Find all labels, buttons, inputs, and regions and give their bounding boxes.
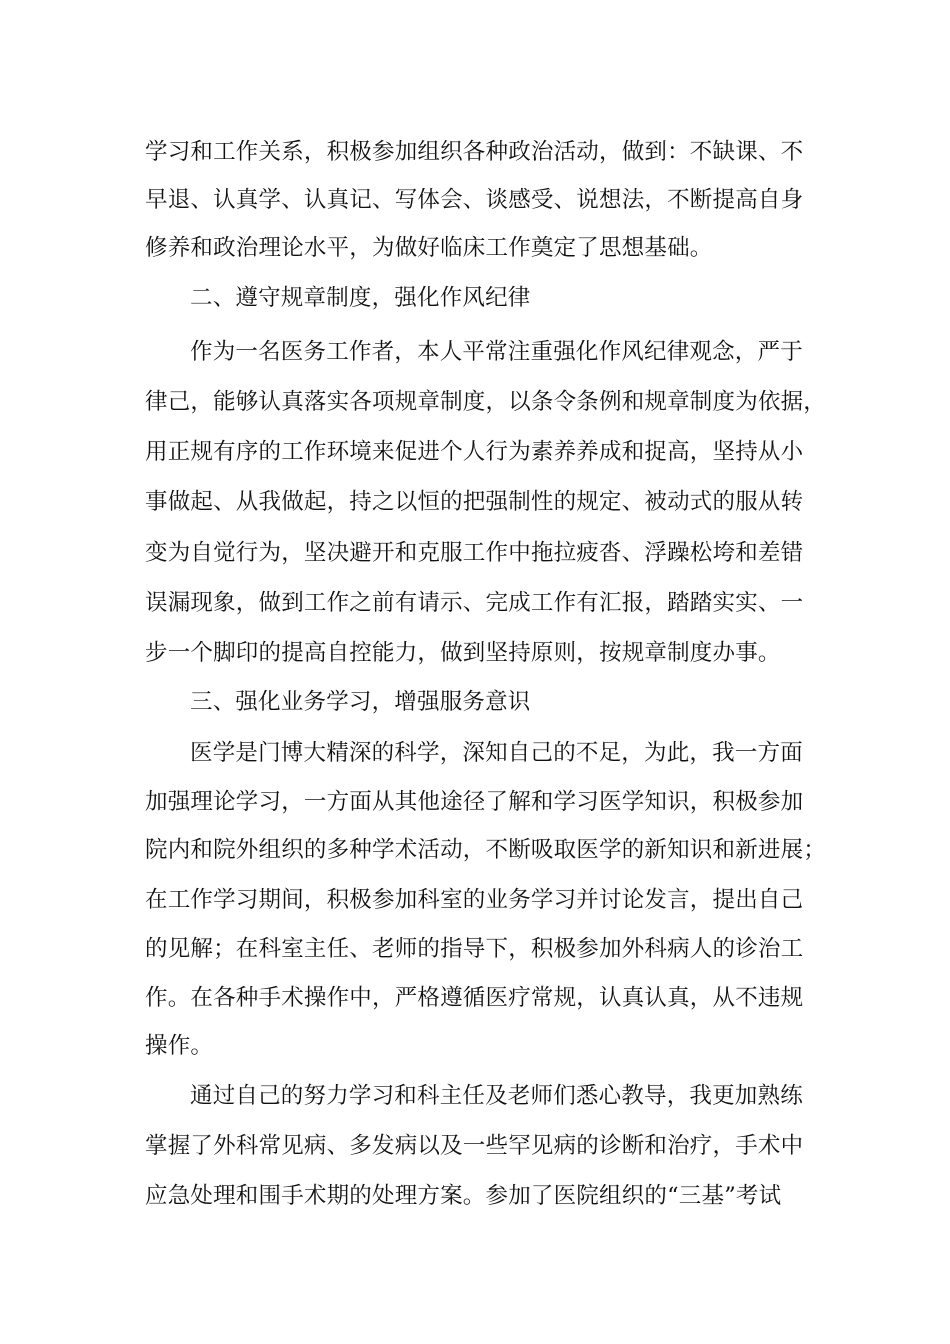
text-line: 用正规有序的工作环境来促进个人行为素养养成和捉高，坚持从小: [145, 439, 804, 465]
text-line: 在工作学习期间，积极参加科室的业务学习并讨论发言，提出自己: [145, 887, 804, 913]
section-heading: 三、强化业务学习，增强服务意识: [190, 689, 531, 715]
text-line: 操作。: [145, 1033, 214, 1059]
text-line: 学习和工作关系，积极参加组织各种政治活动，做到：不缺课、不: [145, 139, 804, 165]
text-line: 修养和政治理论水平，为做好临床工作奠定了思想基础。: [145, 235, 713, 261]
text-line: 早退、认真学、认真记、写体会、谈感受、说想法，不断提高自身: [145, 187, 804, 213]
text-line: 事做起、从我做起，持之以恒的把强制性的规定、被动式的服从转: [145, 489, 804, 515]
text-line: 律己，能够认真落实各项规章制度，以条令条例和规章制度为依据，: [145, 389, 827, 415]
text-line: 误漏现象，做到工作之前有请示、完成工作有汇报，踏踏实实、一: [145, 590, 804, 616]
text-line: 的见解；在科室主任、老师的指导下，积极参加外科病人的诊治工: [145, 936, 804, 962]
text-line: 加强理论学习，一方面从其他途径了解和学习医学知识，积极参加: [145, 789, 804, 815]
text-line: 变为自觉行为，坚决避开和克服工作中拖拉疲沓、浮躁松垮和差错: [145, 540, 804, 566]
section-heading: 二、遵守规章制度，强化作风纪律: [190, 285, 531, 311]
text-line: 院内和院外组织的多种学术活动，不断吸取医学的新知识和新进展；: [145, 837, 827, 863]
text-line: 掌握了外科常见病、多发病以及一些罕见病的诊断和治疗，手术中: [145, 1133, 804, 1159]
text-line: 医学是门博大精深的科学，深知自己的不足，为此，我一方面: [190, 740, 803, 766]
text-line: 作。在各种手术操作中，严格遵循医疗常规，认真认真，从不违规: [145, 985, 804, 1011]
text-line: 应急处理和围手术期的处理方案。参加了医院组织的“三基”考试: [145, 1183, 782, 1209]
text-line: 通过自己的努力学习和科主任及老师们悉心教导，我更加熟练: [190, 1083, 803, 1109]
text-line: 作为一名医务工作者，本人平常注重强化作风纪律观念，严于: [190, 339, 803, 365]
text-line: 步一个脚印的提高自控能力，做到坚持原则，按规章制度办事。: [145, 640, 781, 666]
